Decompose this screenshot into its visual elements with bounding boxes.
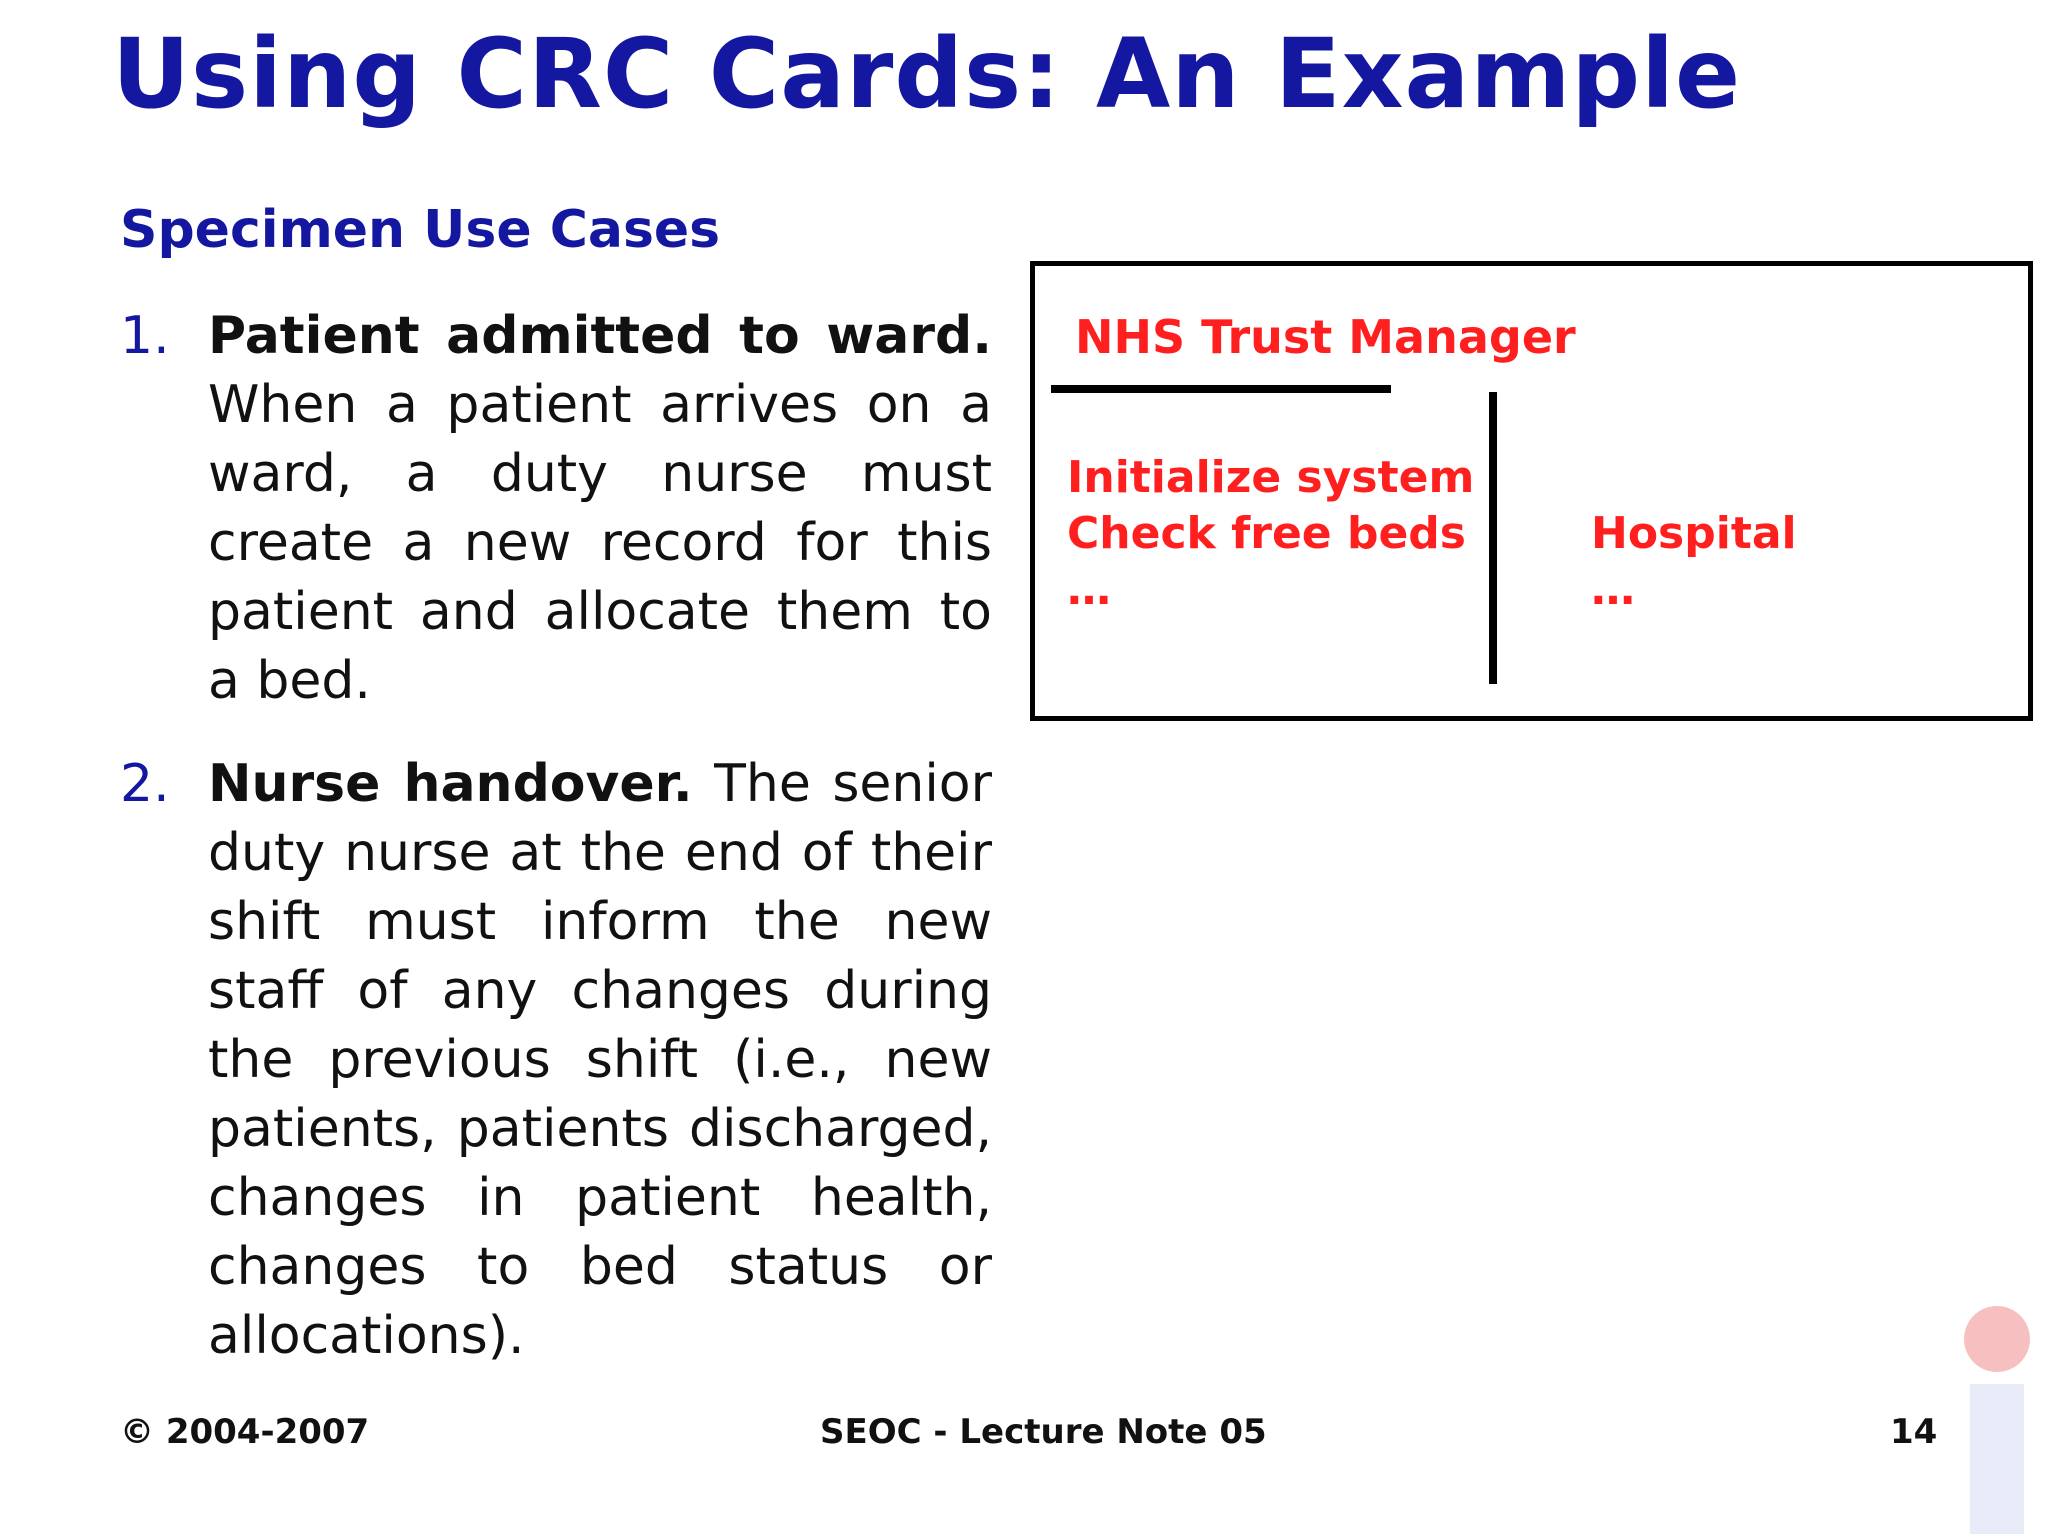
use-case-body xyxy=(208,302,992,716)
use-case-lead: Patient admitted to ward. xyxy=(208,306,992,366)
use-case-number: 1. xyxy=(120,306,170,366)
logo-dot-icon xyxy=(1964,1306,2030,1372)
footer-course: SEOC - Lecture Note 05 xyxy=(820,1412,1267,1452)
crc-collaborator: … xyxy=(1591,564,1635,615)
slide-title: Using CRC Cards: An Example xyxy=(112,18,1742,130)
section-subtitle: Specimen Use Cases xyxy=(120,200,721,260)
logo-stem-icon xyxy=(1970,1384,2024,1534)
use-case-body xyxy=(208,750,992,1371)
use-case-text: When a patient arrives on a ward, a duty nurse must create a new record for this patient and allocate them to a bed. xyxy=(208,375,992,711)
crc-responsibility: Initialize system xyxy=(1067,452,1475,503)
crc-responsibility: Check free beds xyxy=(1067,508,1466,559)
crc-header-divider xyxy=(1051,385,1391,393)
use-case-text: The senior duty nurse at the end of their shift must inform the new staff of any changes during the previous shift (i.e., new patients, patients discharged, changes in patient health, changes to bed status or allocations). xyxy=(208,754,992,1366)
crc-responsibility: … xyxy=(1067,564,1111,615)
use-case-item xyxy=(120,302,992,716)
footer-page-number: 14 xyxy=(1890,1412,1938,1452)
footer-copyright: © 2004-2007 xyxy=(120,1412,370,1452)
crc-card xyxy=(1030,261,2033,721)
crc-column-divider xyxy=(1489,392,1497,684)
use-case-item xyxy=(120,750,992,1371)
use-case-lead: Nurse handover. xyxy=(208,754,693,814)
crc-class-name: NHS Trust Manager xyxy=(1075,310,1576,364)
crc-collaborator: Hospital xyxy=(1591,508,1797,559)
use-case-number: 2. xyxy=(120,754,170,814)
